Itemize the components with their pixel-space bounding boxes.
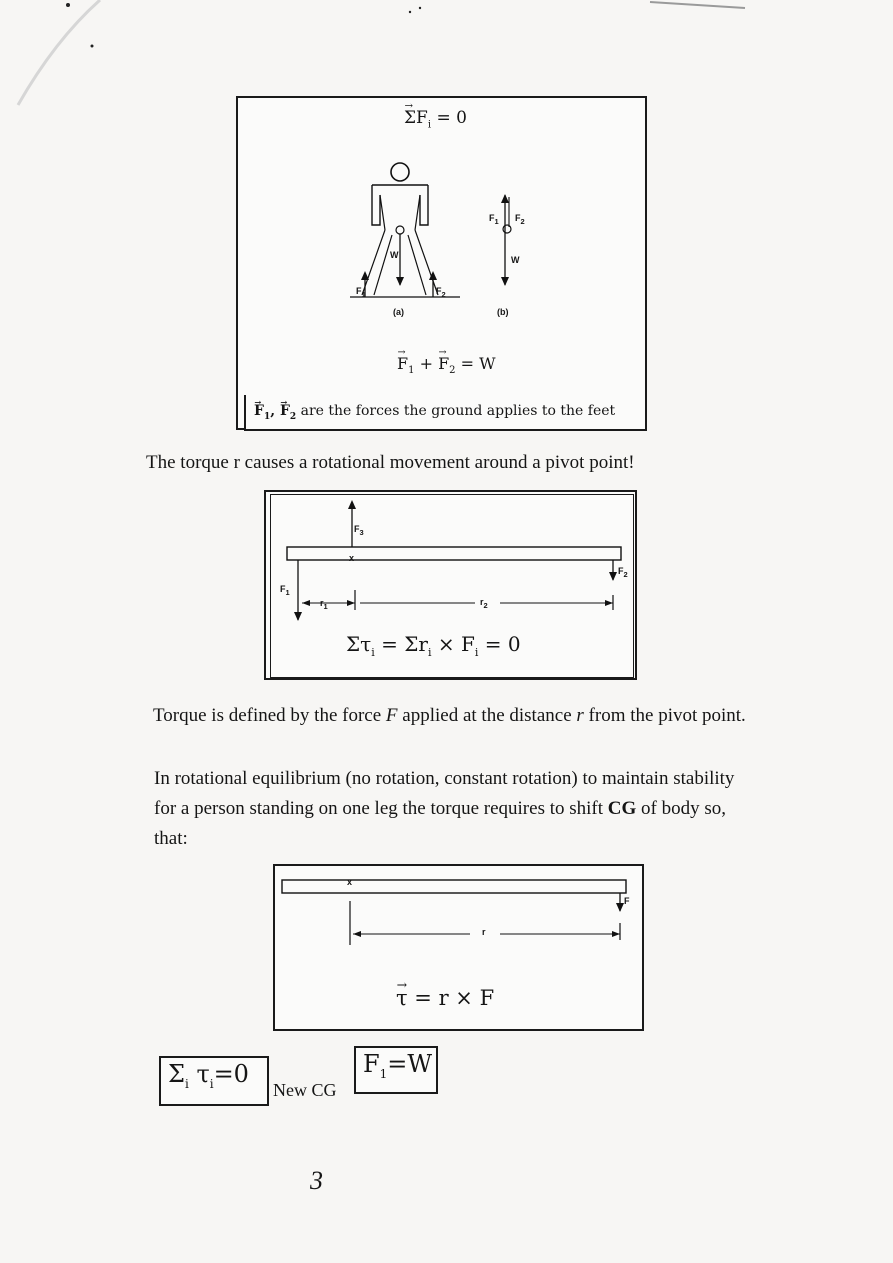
equilibrium-torque-box: $\Sigma_i$ $\tau_i=0$ bbox=[159, 1056, 269, 1106]
lever-diagram bbox=[275, 868, 643, 948]
beam-label-r1: $r_1$ bbox=[320, 598, 328, 611]
label-b-f1: $F_1$ bbox=[489, 213, 499, 226]
beam-label-f3: $F_3$ bbox=[354, 524, 364, 537]
label-f2: $F_2$ bbox=[436, 286, 446, 299]
lever-label-r: r bbox=[482, 927, 486, 937]
force-balance-box: $F_1=W$ bbox=[354, 1046, 438, 1094]
beam-label-f1: $F_1$ bbox=[280, 584, 290, 597]
person-diagram bbox=[330, 155, 560, 305]
equilibrium-text: In rotational equilibrium (no rotation, constant rotation) to maintain stability for a person standing on one leg the torque requires to shift CG of body so, that: bbox=[154, 768, 735, 849]
beam-label-r2: $r_2$ bbox=[480, 597, 488, 610]
equation-torque-sum: $\Sigma\tau_i = \Sigma r_i \times F_i = 0$ bbox=[346, 632, 521, 659]
equation-torque-cross: → τ = r × F bbox=[396, 986, 494, 1010]
new-cg-label: New CG bbox=[273, 1080, 337, 1100]
label-f1: $F_1$ bbox=[356, 286, 366, 299]
caption-b: (b) bbox=[497, 307, 509, 317]
torque-definition-text: Torque is defined by the force F applied at the distance r from the pivot point. bbox=[153, 705, 746, 726]
equation-f1-plus-f2: → $F_1$ + → $F_2 = W$ bbox=[397, 354, 496, 376]
label-b-f2: $F_2$ bbox=[515, 213, 525, 226]
caption-a: (a) bbox=[393, 307, 404, 317]
equation-sum-forces: → $\Sigma F_i = 0$ bbox=[404, 108, 467, 130]
lever-label-x: x bbox=[347, 877, 353, 887]
label-b-w: W bbox=[511, 255, 520, 265]
figure-footnote: → $F_1$, → $F_2$ are the forces the ground applies to the feet bbox=[254, 403, 615, 422]
torque-intro-text: The torque r causes a rotational movement around a pivot point! bbox=[146, 452, 635, 473]
label-w: W bbox=[390, 250, 399, 260]
page-number: 3 bbox=[310, 1166, 323, 1195]
beam-label-f2: $F_2$ bbox=[618, 566, 628, 579]
beam-label-x: x bbox=[349, 553, 355, 563]
lever-label-f: F bbox=[624, 896, 630, 906]
